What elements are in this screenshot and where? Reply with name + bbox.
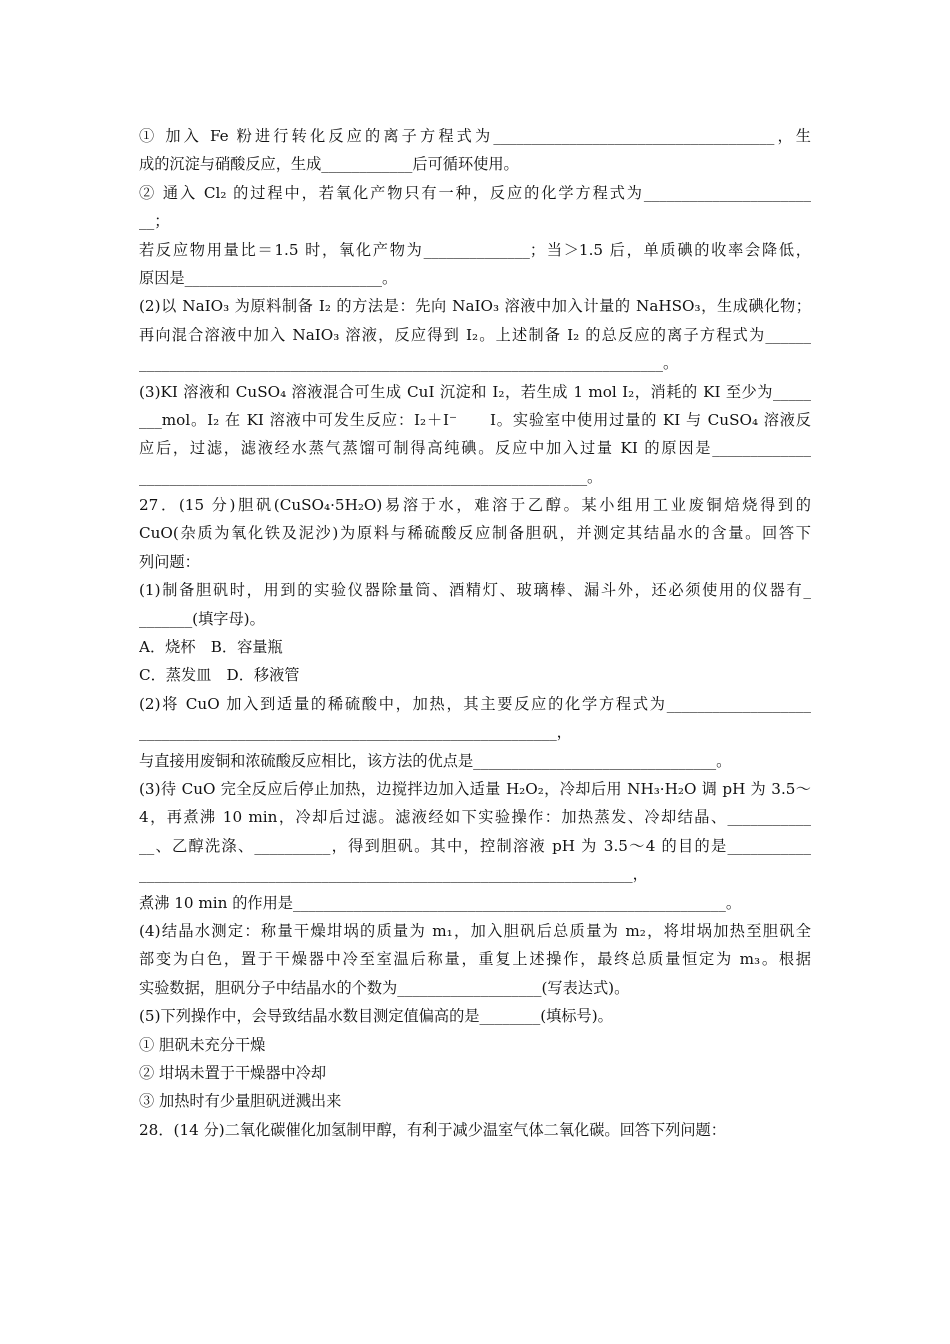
text-line: 煮沸 10 min 的作用是_________________________________________________________。 [139,893,742,912]
text-line: (3)KI 溶液和 CuSO₄ 溶液混合可生成 CuI 沉淀和 I₂，若生成 1 mol I₂，消耗的 KI 至少为_____ [139,382,811,401]
text-line: (5)下列操作中，会导致结晶水数目测定值偏高的是________(填标号)。 [139,1007,613,1026]
text-line: ___________________________________________________________。 [139,467,603,486]
text-line: _________________________________________________________________， [139,865,648,884]
option-line: ③ 加热时有少量胆矾迸溅出来 [139,1092,342,1111]
text-line: __、乙醇洗涤、__________，得到胆矾。其中，控制溶液 pH 为 3.5～4 的目的是___________ [139,836,811,855]
option-line: ① 胆矾未充分干燥 [139,1035,266,1054]
text-line: 4，再煮沸 10 min，冷却后过滤。滤液经如下实验操作：加热蒸发、冷却结晶、___________ [139,808,811,827]
text-line: ② 通入 Cl₂ 的过程中，若氧化产物只有一种，反应的化学方程式为______________________ [139,183,811,202]
text-line: 应后，过滤，滤液经水蒸气蒸馏可制得高纯碘。反应中加入过量 KI 的原因是_____________ [139,439,811,458]
text-line: 原因是__________________________。 [139,268,398,287]
text-line: CuO(杂质为氧化铁及泥沙)为原料与稀硫酸反应制备胆矾，并测定其结晶水的含量。回答下 [139,524,811,543]
text-line: __； [139,212,170,231]
text-line: 再向混合溶液中加入 NaIO₃ 溶液，反应得到 I₂。上述制备 I₂ 的总反应的离子方程式为______ [139,325,811,344]
text-line: _______(填字母)。 [139,609,265,628]
text-line: 与直接用废铜和浓硫酸反应相比，该方法的优点是________________________________。 [139,751,732,770]
option-line: A．烧杯 B．容量瓶 [139,638,283,657]
text-line: (2)以 NaIO₃ 为原料制备 I₂ 的方法是：先向 NaIO₃ 溶液中加入计量的 NaHSO₃，生成碘化物； [139,297,811,316]
text-line: (2)将 CuO 加入到适量的稀硫酸中，加热，其主要反应的化学方程式为___________________ [139,694,811,713]
text-line: 列问题： [139,552,200,571]
text-line: ① 加入 Fe 粉进行转化反应的离子方程式为_____________________________________，生 [139,127,811,145]
text-line: (1)制备胆矾时，用到的实验仪器除量筒、酒精灯、玻璃棒、漏斗外，还必须使用的仪器有_ [139,581,811,600]
text-line: (3)待 CuO 完全反应后停止加热，边搅拌边加入适量 H₂O₂，冷却后用 NH₃·H₂O 调 pH 为 3.5～ [139,779,811,798]
option-line: C．蒸发皿 D．移液管 [139,666,300,685]
option-line: ② 坩埚未置于干燥器中冷却 [139,1063,327,1082]
text-line: _______________________________________________________， [139,723,572,742]
question-27-heading: 27．(15 分)胆矾(CuSO₄·5H₂O)易溶于水，难溶于乙醇。某小组用工业废铜焙烧得到的 [139,496,811,515]
document-page [139,122,811,1144]
text-line: _____________________________________________________________________。 [139,354,679,373]
text-line: 实验数据，胆矾分子中结晶水的个数为___________________(写表达式)。 [139,978,630,997]
text-line: ___mol。I₂ 在 KI 溶液中可发生反应：I₂＋I⁻ I。实验室中使用过量的 KI 与 CuSO₄ 溶液反 [139,410,811,429]
text-line: 若反应物用量比＝1.5 时，氧化产物为______________；当＞1.5 后，单质碘的收率会降低， [139,240,811,259]
text-line: 部变为白色，置于干燥器中冷至室温后称量，重复上述操作，最终总质量恒定为 m₃。根据 [139,950,811,969]
text-line: (4)结晶水测定：称量干燥坩埚的质量为 m₁，加入胆矾后总质量为 m₂，将坩埚加热至胆矾全 [139,921,811,940]
text-line: 成的沉淀与硝酸反应，生成____________后可循环使用。 [139,155,519,174]
question-28-heading: 28．(14 分)二氧化碳催化加氢制甲醇，有利于减少温室气体二氧化碳。回答下列问题： [139,1120,726,1139]
